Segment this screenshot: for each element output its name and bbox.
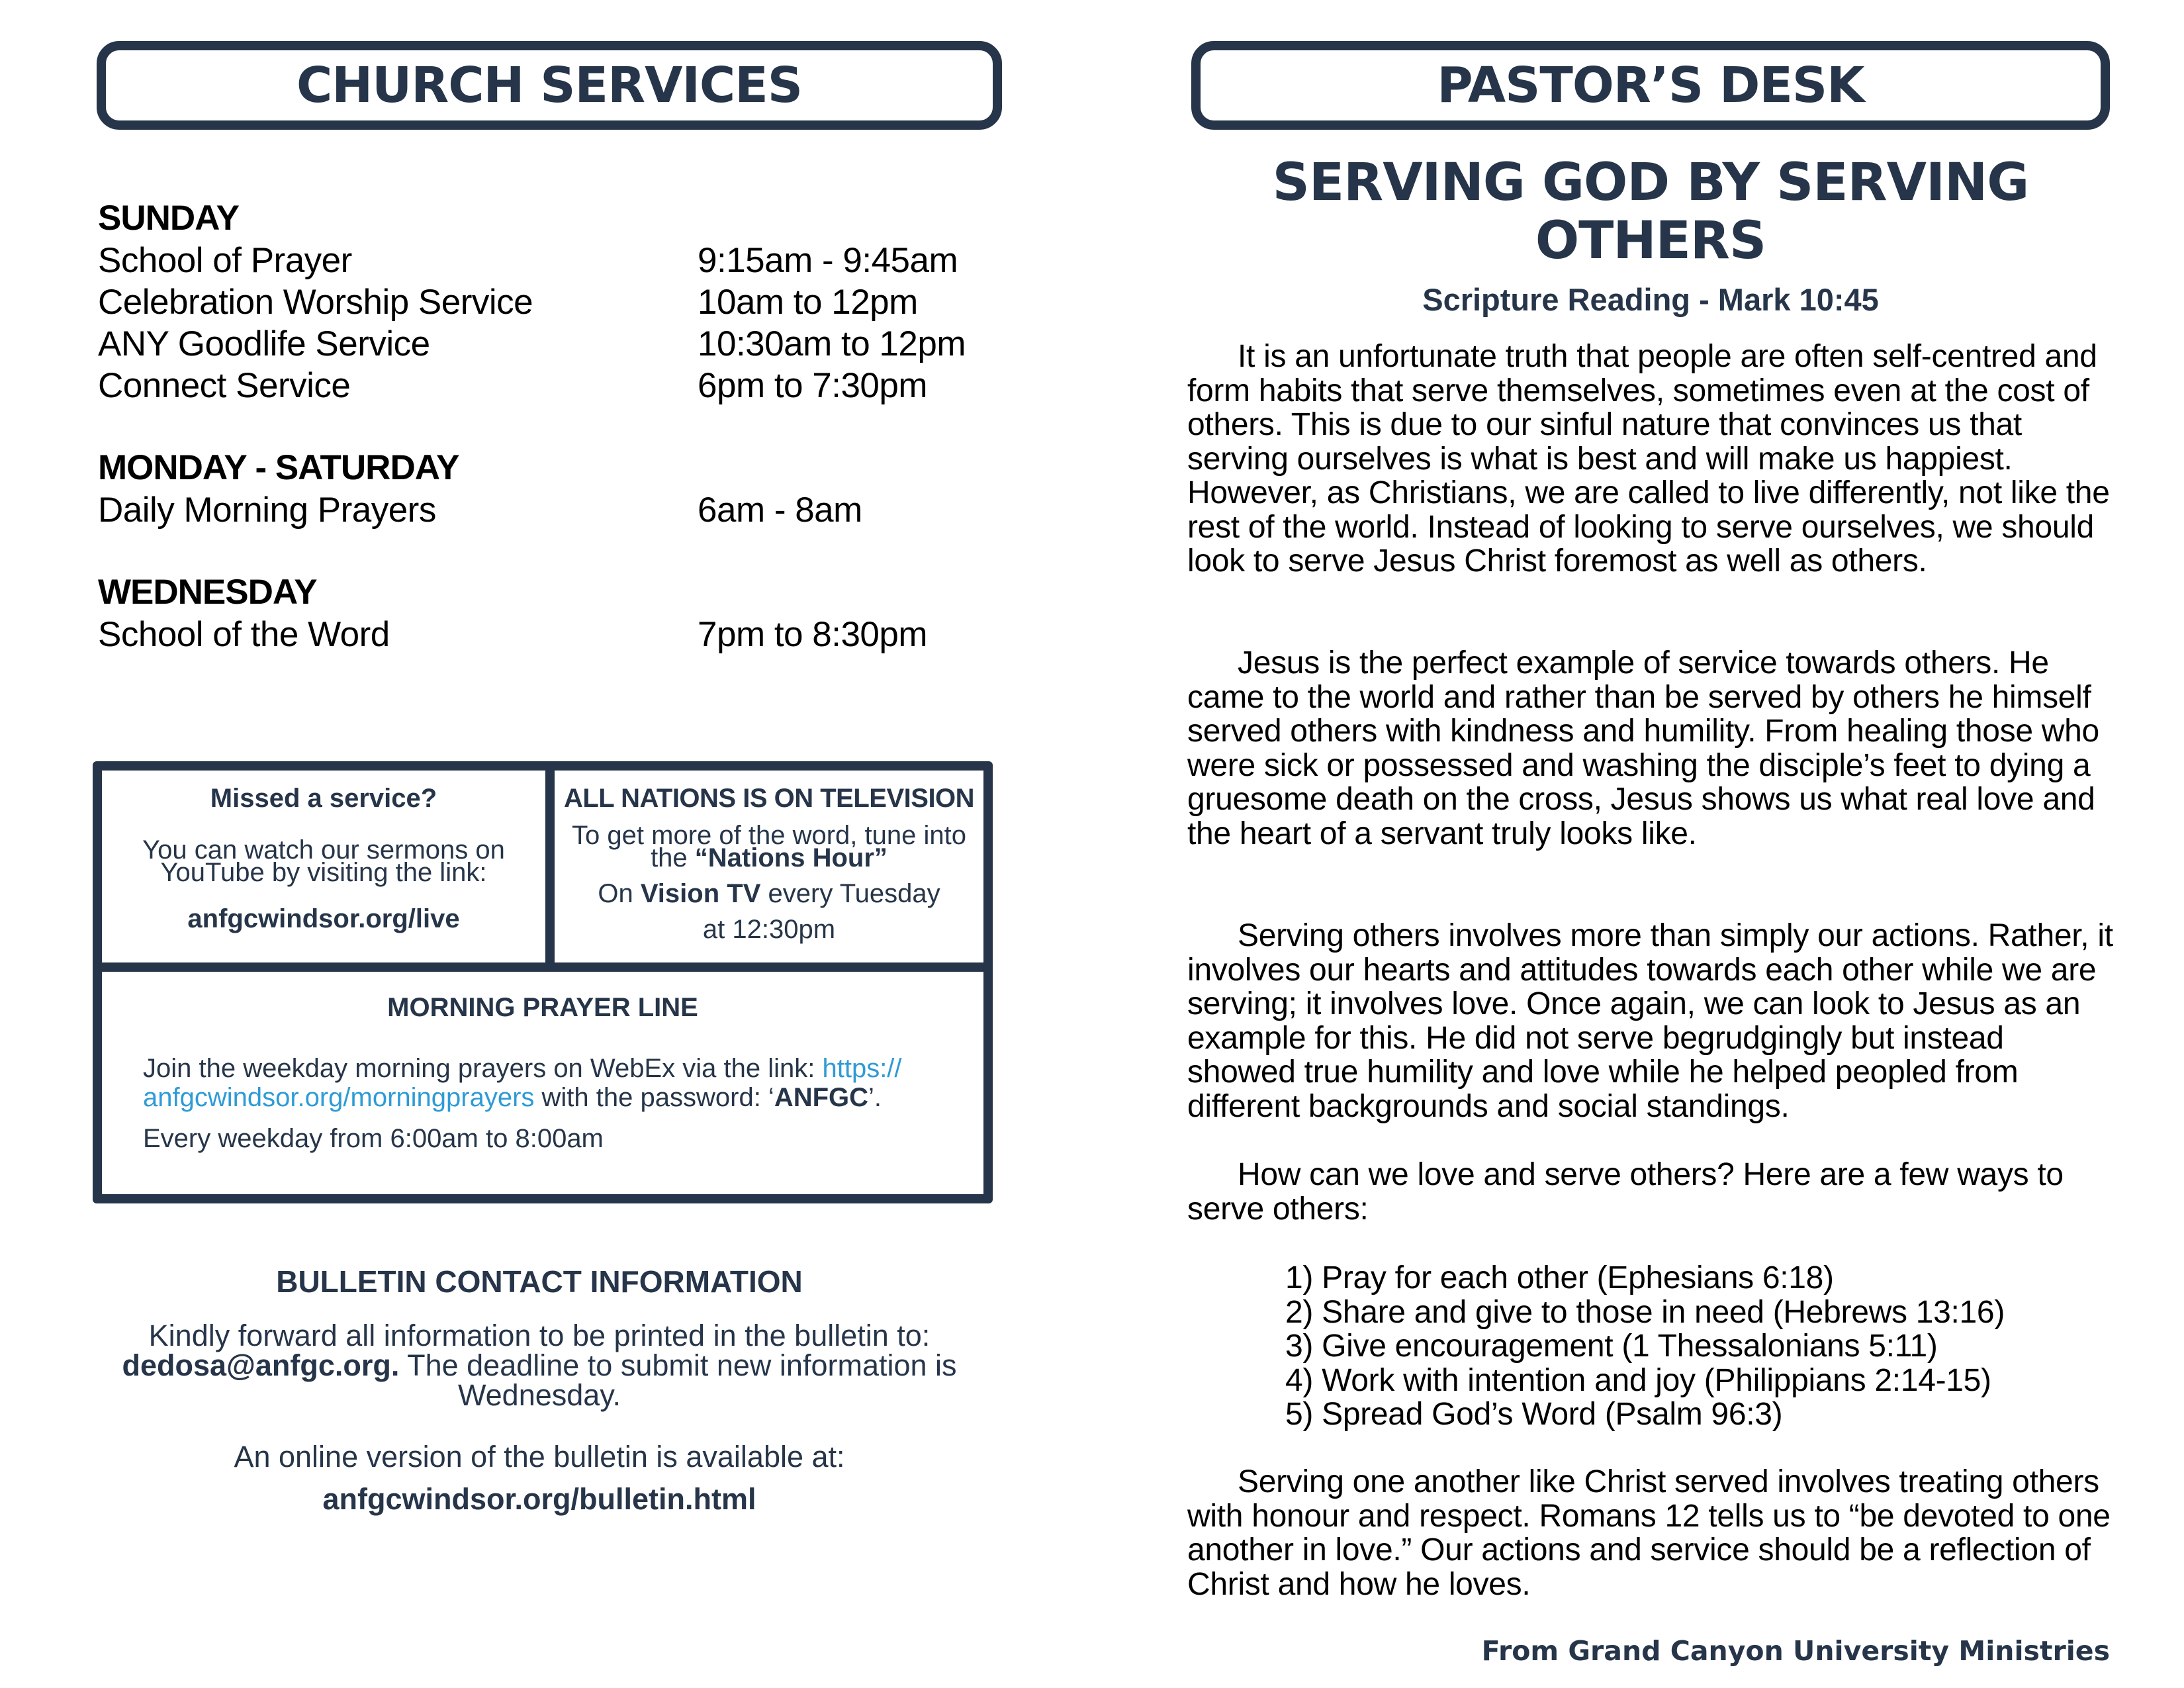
service-name: School of the Word	[98, 615, 390, 654]
list-item: 1) Pray for each other (Ephesians 6:18)	[1285, 1260, 1834, 1295]
article-paragraph: Serving one another like Christ served involves treating others with honour and respect. Romans 12 tells us to “be devoted to one another in love.” Our actions and service should be a reflection of Christ and how he loves.	[1187, 1464, 2111, 1602]
prayer-link[interactable]: https://	[822, 1054, 902, 1083]
scripture-reading: Scripture Reading - Mark 10:45	[1422, 282, 1879, 317]
service-name: ANY Goodlife Service	[98, 324, 430, 363]
church-services-header	[97, 41, 1002, 130]
article-paragraph: How can we love and serve others? Here are a few ways to serve others:	[1187, 1157, 2064, 1227]
bulletin-contact-title: BULLETIN CONTACT INFORMATION	[276, 1264, 803, 1299]
service-name: Daily Morning Prayers	[98, 491, 436, 530]
prayer-line-schedule: Every weekday from 6:00am to 8:00am	[143, 1124, 604, 1153]
day-heading-sunday: SUNDAY	[98, 199, 239, 238]
grid-divider	[102, 962, 983, 972]
channel-name: Vision TV	[640, 879, 761, 908]
television-text-prefix: On	[598, 879, 633, 908]
service-time: 7pm to 8:30pm	[698, 615, 928, 654]
service-time: 10:30am to 12pm	[698, 324, 966, 363]
television-time: at 12:30pm	[702, 915, 836, 944]
program-name: “Nations Hour”	[694, 843, 887, 872]
list-item: 3) Give encouragement (1 Thessalonians 5:11)	[1285, 1329, 1938, 1364]
article-title-line: OTHERS	[1535, 211, 1766, 271]
prayer-line-text-middle: with the password: ‘	[541, 1083, 774, 1112]
article-title	[1191, 154, 2110, 270]
missed-service-text-line: YouTube by visiting the link:	[160, 858, 487, 887]
bulletin-online-link[interactable]: anfgcwindsor.org/bulletin.html	[322, 1482, 756, 1516]
bulletin-online-text: An online version of the bulletin is available at:	[234, 1440, 845, 1474]
church-services-title: CHURCH SERVICES	[296, 57, 803, 114]
list-item: 2) Share and give to those in need (Hebrews 13:16)	[1285, 1294, 2005, 1330]
bulletin-email-link[interactable]: dedosa@anfgc.org.	[122, 1348, 400, 1382]
prayer-line-text-end: ’.	[868, 1083, 882, 1112]
day-heading-wednesday: WEDNESDAY	[98, 573, 317, 612]
article-credit: From Grand Canyon University Ministries	[1481, 1635, 2110, 1667]
list-item: 5) Spread God’s Word (Psalm 96:3)	[1285, 1397, 1783, 1432]
prayer-password: ANFGC	[774, 1083, 869, 1112]
missed-service-cell	[102, 785, 545, 932]
television-text-line	[555, 880, 983, 907]
article-paragraph: Jesus is the perfect example of service towards others. He came to the world and rather than be served by others he himself served others with kindness and humility. From healing those who were sick or possessed and washing the disciple’s feet to dying a gruesome death on the cross, Jesus shows us what real love and the heart of a servant truly looks like.	[1187, 645, 2099, 851]
service-name: Celebration Worship Service	[98, 283, 533, 322]
prayer-link[interactable]: anfgcwindsor.org/morningprayers	[143, 1083, 535, 1112]
bulletin-contact-line: Wednesday.	[458, 1378, 621, 1412]
pastors-desk-title: PASTOR’S DESK	[1437, 57, 1864, 114]
television-text-line: To get more of the word, tune into	[572, 821, 966, 850]
bulletin-contact-line	[99, 1350, 979, 1380]
info-grid	[93, 761, 993, 1203]
service-time: 6pm to 7:30pm	[698, 366, 928, 405]
bulletin-contact-text: The deadline to submit new information is	[407, 1348, 957, 1382]
prayer-line-text-prefix: Join the weekday morning prayers on WebEx via the link:	[143, 1054, 815, 1083]
grid-divider	[545, 771, 555, 964]
prayer-line-text	[143, 1054, 970, 1112]
service-time: 6am - 8am	[698, 491, 862, 530]
service-name: School of Prayer	[98, 241, 352, 280]
missed-service-text-line: You can watch our sermons on	[142, 835, 505, 865]
television-text-suffix: every Tuesday	[768, 879, 940, 908]
television-text-prefix: the	[651, 843, 688, 872]
bulletin-contact-line: Kindly forward all information to be printed in the bulletin to:	[148, 1319, 931, 1352]
list-item: 4) Work with intention and joy (Philippians 2:14-15)	[1285, 1362, 1991, 1398]
article-title-line: SERVING GOD BY SERVING	[1272, 153, 2029, 212]
missed-service-title: Missed a service?	[210, 784, 437, 813]
youtube-link[interactable]: anfgcwindsor.org/live	[187, 904, 460, 933]
ways-list	[1285, 1261, 2005, 1432]
prayer-line-title: MORNING PRAYER LINE	[387, 993, 698, 1022]
television-cell	[555, 785, 983, 943]
service-name: Connect Service	[98, 366, 351, 405]
article-paragraph: It is an unfortunate truth that people are often self-centred and form habits that serve themselves, sometimes even at the cost of others. This is due to our sinful nature that convinces us that serving ourselves is what is best and will make us happiest. However, as Christians, we are called to live differently, not like the rest of the world. Instead of looking to serve ourselves, we should look to serve Jesus Christ foremost as well as others.	[1187, 339, 2110, 579]
service-time: 9:15am - 9:45am	[698, 241, 958, 280]
television-title: ALL NATIONS IS ON TELEVISION	[563, 784, 975, 813]
article-paragraph: Serving others involves more than simply our actions. Rather, it involves our hearts and attitudes towards each other while we are serving; it involves love. Once again, we can look to Jesus as an example for this. He did not serve begrudgingly but instead showed true humility and love while he helped peopled from different backgrounds and social standings.	[1187, 918, 2113, 1124]
pastors-desk-header	[1191, 41, 2110, 130]
day-heading-monday-saturday: MONDAY - SATURDAY	[98, 448, 459, 487]
service-time: 10am to 12pm	[698, 283, 918, 322]
